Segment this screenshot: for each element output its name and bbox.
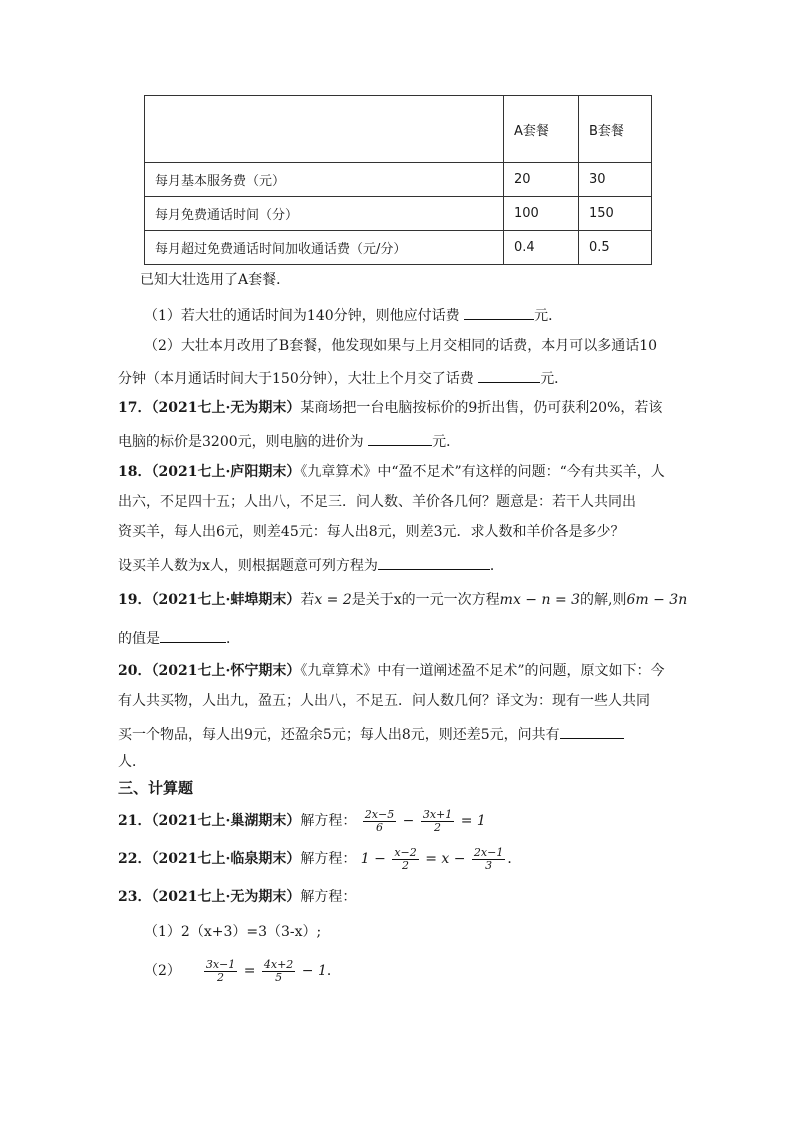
- q22-pre: 1 −: [360, 851, 386, 867]
- q19-line2: [118, 626, 240, 649]
- q16-part2-line2: [118, 366, 568, 389]
- q18-end: ．: [489, 558, 504, 574]
- q16-part1-text: （1）若大壮的通话时间为140分钟，则他应付话费: [144, 308, 460, 324]
- q19-text-c: 的解,则: [580, 592, 627, 608]
- q20-line1: [118, 661, 664, 681]
- section-title: 三、计算题: [118, 779, 194, 797]
- q16-intro: 已知大壮选用了A套餐．: [140, 272, 291, 288]
- q20-number: 20．（2021七上·怀宁期末）: [118, 663, 301, 679]
- q23-number: 23．（2021七上·无为期末）: [118, 889, 301, 905]
- q17-line1: [118, 398, 662, 418]
- denominator: 2: [434, 820, 442, 834]
- table-row: [145, 163, 652, 197]
- q19-text-b: 是关于x的一元一次方程: [351, 592, 500, 608]
- answer-blank[interactable]: [378, 553, 490, 570]
- q16-part2-line1: （2）大壮本月改用了B套餐，他发现如果与上月交相同的话费，本月可以多通话10: [144, 338, 658, 354]
- q23-part2-label: （2）: [144, 963, 181, 979]
- q17-text2: 电脑的标价是3200元，则电脑的进价为: [118, 434, 364, 450]
- answer-blank[interactable]: [368, 429, 432, 446]
- numerator: 3x−1: [205, 957, 236, 971]
- row-label: 每月免费通话时间（分）: [145, 197, 504, 231]
- q23-tail: − 1: [301, 963, 327, 979]
- table-header-plan-b: B套餐: [579, 96, 652, 163]
- answer-blank[interactable]: [464, 303, 534, 320]
- q17-line2: [118, 429, 460, 452]
- table-header-row: [145, 96, 652, 163]
- fraction: [363, 809, 396, 834]
- q16-part2-text: 分钟（本月通话时间大于150分钟），大壮上个月交了话费: [118, 371, 474, 387]
- q18-line2: 出六，不足四十五；人出八，不足三．问人数、羊价各几何？题意是：若干人共同出: [118, 494, 636, 510]
- q21-number: 21．（2021七上·巢湖期末）: [118, 813, 301, 829]
- q19-text2: 的值是: [118, 631, 160, 647]
- numerator: 2x−5: [364, 807, 395, 821]
- q23-line: [118, 887, 356, 907]
- q22-text: 解方程：: [300, 851, 357, 867]
- q18-text1: 《九章算术》中“盈不足术”有这样的问题：“今有共买羊，人: [300, 464, 665, 480]
- fraction: [472, 847, 505, 872]
- q16-part1: [144, 303, 562, 326]
- q19-end: ．: [226, 631, 240, 647]
- numerator: 3x+1: [422, 807, 453, 821]
- numerator: 2x−1: [473, 845, 504, 859]
- numerator: 4x+2: [263, 957, 294, 971]
- q16-part1-end: 元．: [534, 308, 563, 324]
- q17-end: 元．: [432, 434, 461, 450]
- q18-line3: 资买羊，每人出6元，则差45元：每人出8元，则差3元．求人数和羊价各是多少？: [118, 524, 625, 540]
- table-row: [145, 231, 652, 265]
- q19-math-x: x = 2: [314, 592, 352, 608]
- answer-blank[interactable]: [160, 626, 226, 643]
- q23-end: ．: [326, 963, 341, 979]
- row-label: 每月基本服务费（元）: [145, 163, 504, 197]
- fraction: [262, 959, 295, 984]
- cell-a: 100: [504, 197, 579, 231]
- q18-text4: 设买羊人数为x人，则根据题意可列方程为: [118, 558, 378, 574]
- denominator: 3: [485, 858, 493, 872]
- q19-text-a: 若: [300, 592, 315, 608]
- denominator: 5: [275, 970, 283, 984]
- answer-blank[interactable]: [478, 366, 540, 383]
- minus-sign: −: [402, 813, 415, 829]
- q21-line: [118, 808, 486, 834]
- fraction: [392, 847, 418, 872]
- equals-sign: =: [243, 963, 256, 979]
- q22-number: 22．（2021七上·临泉期末）: [118, 851, 301, 867]
- denominator: 2: [402, 858, 410, 872]
- numerator: x−2: [394, 845, 417, 859]
- q22-end: ．: [507, 851, 522, 867]
- row-label: 每月超过免费通话时间加收通话费（元/分）: [145, 231, 504, 265]
- q19-math-eq: mx − n = 3: [499, 592, 581, 608]
- q20-line2: 有人共买物，人出九，盈五；人出八，不足五．问人数几何？译文为：现有一些人共同: [118, 693, 650, 709]
- q22-mid: = x −: [425, 851, 466, 867]
- table-row: [145, 197, 652, 231]
- q20-text3: 买一个物品，每人出9元，还盈余5元；每人出8元，则还差5元，问共有: [118, 727, 560, 743]
- cell-b: 30: [579, 163, 652, 197]
- denominator: 6: [375, 820, 383, 834]
- q16-part2-end: 元．: [540, 371, 569, 387]
- rhs: = 1: [460, 813, 486, 829]
- q23-part1: （1）2（x+3）=3（3-x）;: [144, 924, 322, 940]
- q17-number: 17．（2021七上·无为期末）: [118, 400, 301, 416]
- fraction: [421, 809, 454, 834]
- fraction: [204, 959, 237, 984]
- cell-b: 150: [579, 197, 652, 231]
- q19-number: 19．（2021七上·蚌埠期末）: [118, 592, 301, 608]
- q23-text: 解方程：: [300, 889, 357, 905]
- q20-line4: 人．: [118, 754, 146, 770]
- q18-number: 18．（2021七上·庐阳期末）: [118, 464, 301, 480]
- denominator: 2: [217, 970, 225, 984]
- q22-line: [118, 846, 521, 872]
- q20-text1: 《九章算术》中有一道阐述盈不足术”的问题，原文如下：今: [300, 663, 665, 679]
- answer-blank[interactable]: [560, 722, 624, 739]
- q21-text: 解方程：: [300, 813, 357, 829]
- table-header-empty: [145, 96, 504, 163]
- cell-a: 20: [504, 163, 579, 197]
- fee-table: [144, 95, 652, 265]
- cell-a: 0.4: [504, 231, 579, 265]
- q19-line1: [118, 590, 687, 610]
- q18-line1: [118, 462, 665, 482]
- q23-part2: [144, 958, 341, 984]
- cell-b: 0.5: [579, 231, 652, 265]
- q18-line4: [118, 553, 504, 576]
- q20-line3: [118, 722, 624, 745]
- q19-math-expr: 6m − 3n: [626, 592, 688, 608]
- table-header-plan-a: A套餐: [504, 96, 579, 163]
- q17-text1: 某商场把一台电脑按标价的9折出售，仍可获利20%，若该: [300, 400, 663, 416]
